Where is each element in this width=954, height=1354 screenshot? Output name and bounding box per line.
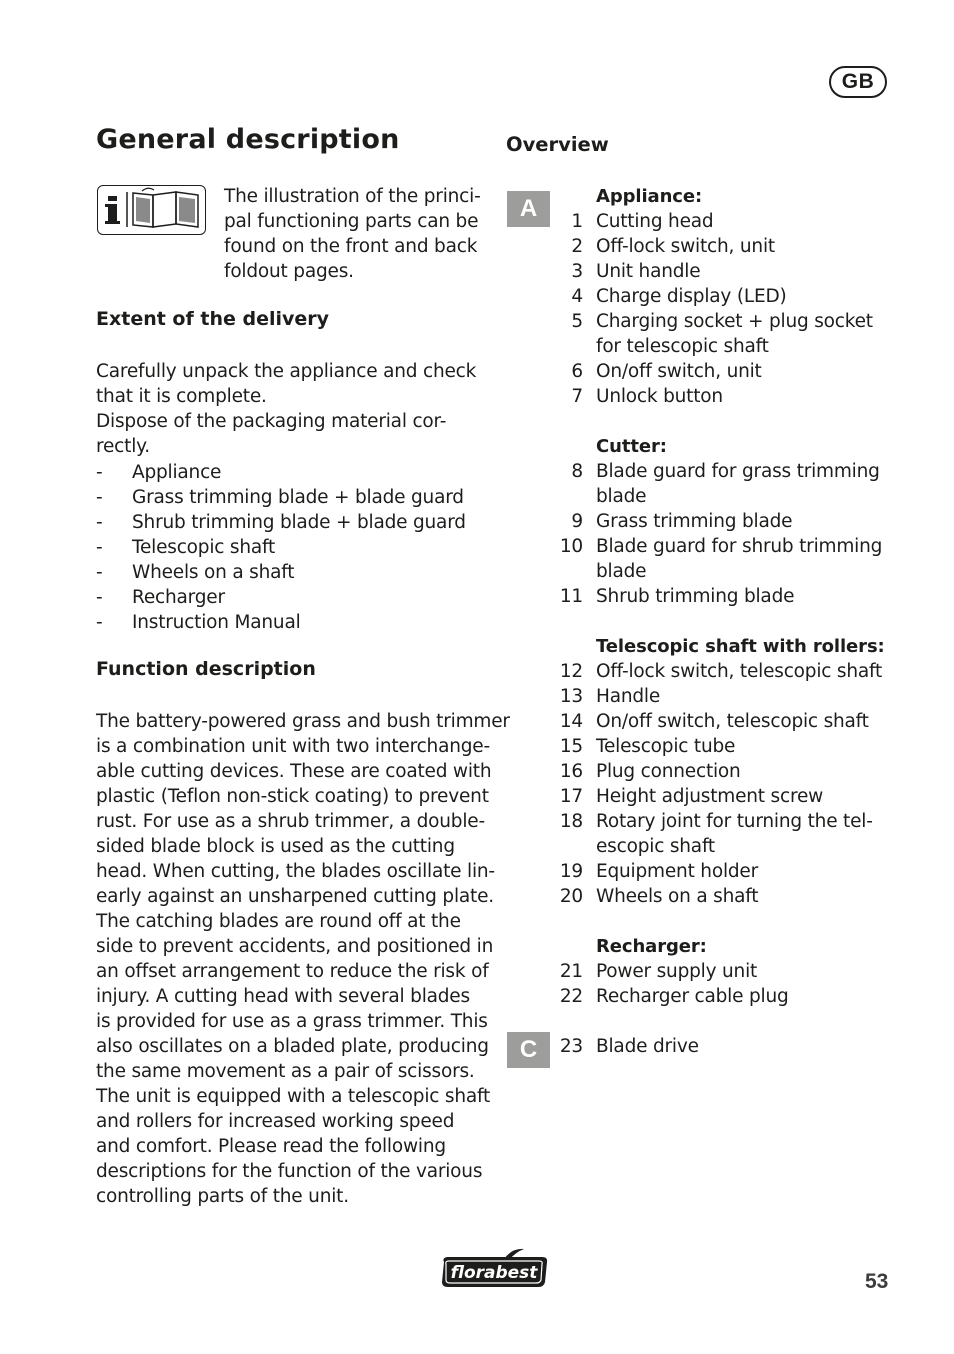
item-label: blade: [596, 486, 647, 507]
item-number: 19: [559, 861, 583, 882]
list-item: [554, 784, 894, 809]
item-number: 14: [559, 711, 583, 732]
brand-logo: [438, 1246, 551, 1290]
item-label: Cutting head: [596, 211, 714, 232]
overview-heading: Overview: [506, 133, 609, 156]
item-label: escopic shaft: [596, 836, 715, 857]
item-number: 15: [559, 736, 583, 757]
list-item: [554, 809, 894, 834]
item-label: Plug connection: [596, 761, 741, 782]
list-item: - Instruction Manual: [96, 612, 301, 633]
item-number: 23: [559, 1036, 583, 1057]
item-number: 21: [559, 961, 583, 982]
list-item: [554, 334, 894, 359]
item-number: 13: [559, 686, 583, 707]
list-item: [554, 759, 894, 784]
item-number: 8: [571, 461, 583, 482]
list-item: [554, 534, 894, 559]
list-item: [554, 984, 894, 1009]
delivery-heading: Extent of the delivery: [96, 308, 330, 330]
item-number: 10: [559, 536, 583, 557]
item-label: Blade drive: [596, 1036, 699, 1057]
svg-text:florabest: florabest: [450, 1263, 538, 1283]
item-number: 11: [559, 586, 583, 607]
list-item: - Grass trimming blade + blade guard: [96, 487, 464, 508]
list-item: [554, 484, 894, 509]
item-number: 18: [559, 811, 583, 832]
list-item: [554, 284, 894, 309]
function-heading: Function description: [96, 658, 316, 680]
list-item: [554, 559, 894, 584]
page-number: 53: [865, 1270, 889, 1293]
delivery-paragraph: Carefully unpack the appliance and check that it is complete. Dispose of the packaging material cor- rectly.: [96, 361, 477, 457]
delivery-list: [96, 460, 466, 635]
item-label: Wheels on a shaft: [596, 886, 759, 907]
info-book-icon: [97, 185, 206, 235]
item-label: Height adjustment screw: [596, 786, 824, 807]
item-number: 7: [571, 386, 583, 407]
list-item: [554, 734, 894, 759]
list-item: [554, 959, 894, 984]
list-item: - Wheels on a shaft: [96, 562, 295, 583]
item-label: Unit handle: [596, 261, 701, 282]
list-item: [554, 834, 894, 859]
item-label: Blade guard for grass trimming: [596, 461, 880, 482]
item-number: 9: [571, 511, 583, 532]
item-label: Equipment holder: [596, 861, 759, 882]
item-number: 17: [559, 786, 583, 807]
item-label: Grass trimming blade: [596, 511, 793, 532]
overview-group-title: Telescopic shaft with rollers:: [596, 636, 885, 657]
section-tag-a: A: [507, 191, 550, 227]
item-number: 22: [559, 986, 583, 1007]
list-item: [554, 384, 894, 409]
list-item: [554, 684, 894, 709]
overview-group-title: Appliance:: [596, 186, 703, 207]
list-item: [554, 359, 894, 384]
info-text: The illustration of the princi- pal functioning parts can be found on the front and back foldout pages.: [224, 186, 481, 282]
overview-group-title: Recharger:: [596, 936, 707, 957]
list-item: [554, 859, 894, 884]
item-number: 12: [559, 661, 583, 682]
list-item: [554, 709, 894, 734]
item-number: 6: [571, 361, 583, 382]
list-item: [554, 309, 894, 334]
list-item: [554, 1034, 894, 1059]
list-item: - Shrub trimming blade + blade guard: [96, 512, 466, 533]
list-item: [554, 259, 894, 284]
item-label: Off-lock switch, unit: [596, 236, 775, 257]
list-item: - Appliance: [96, 462, 222, 483]
item-label: blade: [596, 561, 647, 582]
item-label: Blade guard for shrub trimming: [596, 536, 883, 557]
item-number: 16: [559, 761, 583, 782]
item-label: Recharger cable plug: [596, 986, 789, 1007]
item-number: 2: [571, 236, 583, 257]
overview-group-title: Cutter:: [596, 436, 667, 457]
list-item: [554, 584, 894, 609]
item-label: Power supply unit: [596, 961, 758, 982]
item-number: 1: [571, 211, 583, 232]
item-label: Handle: [596, 686, 661, 707]
item-label: Charging socket + plug socket: [596, 311, 873, 332]
language-badge: GB: [829, 66, 887, 98]
list-item: - Recharger: [96, 587, 225, 608]
item-number: 3: [571, 261, 583, 282]
page-title: General description: [96, 124, 400, 155]
item-label: Unlock button: [596, 386, 723, 407]
section-tag-c: C: [507, 1032, 550, 1068]
item-label: Off-lock switch, telescopic shaft: [596, 661, 883, 682]
list-item: [554, 509, 894, 534]
list-item: [554, 659, 894, 684]
item-label: Rotary joint for turning the tel-: [596, 811, 873, 832]
function-paragraph: The battery-powered grass and bush trimmer is a combination unit with two interchange- able cutting devices. These are coated with plastic (Teflon non-stick coating) to prevent rust. For use as a shrub trimmer, a double- sided blade block is used as the cutting head. When cutting, the blades oscillate lin- early against an unsharpened cutting plate. The catching blades are round off at the side to prevent accidents, and positioned in an offset arrangement to reduce the risk of injury. A cutting head with several blades is provided for use as a grass trimmer. This also oscillates on a bladed plate, producing the same movement as a pair of scissors. The unit is equipped with a telescopic shaft and rollers for increased working speed and comfort. Please read the following descriptions for the function of the various controlling parts of the unit.: [96, 711, 510, 1207]
item-label: On/off switch, telescopic shaft: [596, 711, 869, 732]
item-number: 4: [571, 286, 583, 307]
item-number: 5: [571, 311, 583, 332]
list-item: [554, 209, 894, 234]
list-item: [554, 234, 894, 259]
item-label: Charge display (LED): [596, 286, 787, 307]
list-item: [554, 459, 894, 484]
item-label: On/off switch, unit: [596, 361, 762, 382]
list-item: [554, 884, 894, 909]
item-label: Telescopic tube: [596, 736, 736, 757]
item-label: Shrub trimming blade: [596, 586, 795, 607]
list-item: - Telescopic shaft: [96, 537, 276, 558]
item-label: for telescopic shaft: [596, 336, 769, 357]
item-number: 20: [559, 886, 583, 907]
